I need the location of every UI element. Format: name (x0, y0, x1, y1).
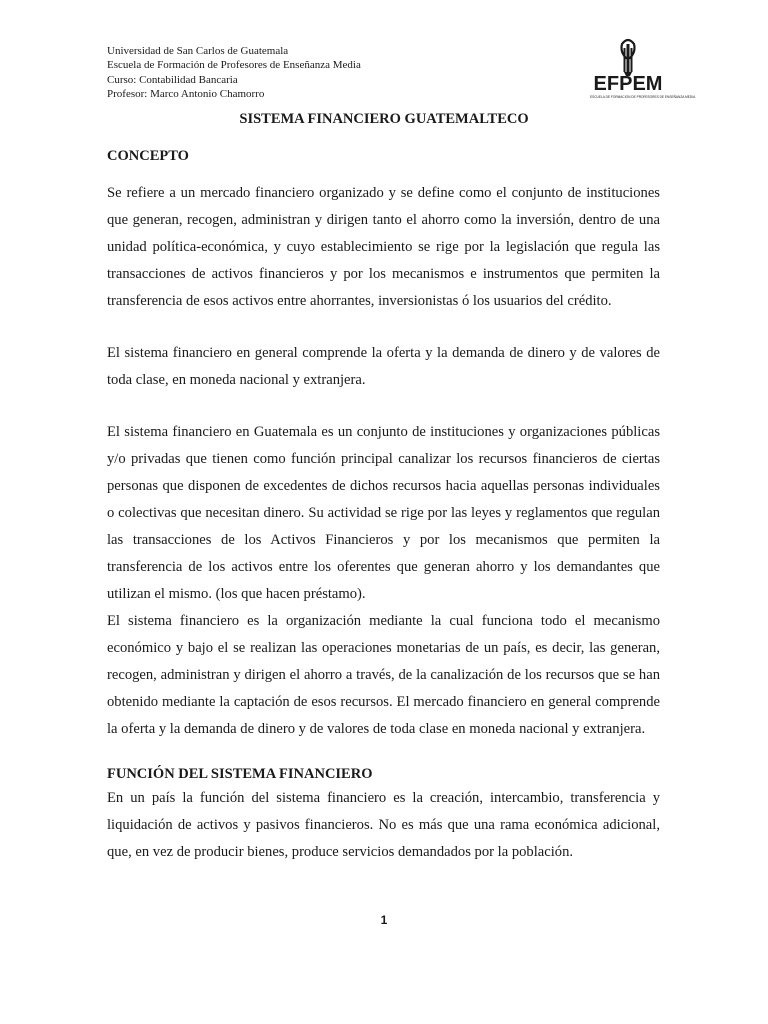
efpem-logo (588, 38, 696, 102)
page-number: 1 (380, 913, 388, 927)
torch-icon (588, 38, 668, 78)
document-title: SISTEMA FINANCIERO GUATEMALTECO (239, 111, 529, 127)
paragraph: El sistema financiero en Guatemala es un conjunto de instituciones y organizaciones públicas y/o privadas que tienen como función principal canalizar los recursos financieros de ciertas personas que disponen de excedentes de dichos recursos hacia aquellas personas individuales o colectivas que necesitan dinero. Su actividad se rige por las leyes y reglamentos que regulan las transacciones de los Activos Financieros y por los mecanismos que permiten la transferencia de los activos entre los oferentes que generan ahorro y los demandantes que utilizan el mismo. (los que hacen préstamo). (107, 424, 660, 602)
paragraph: Se refiere a un mercado financiero organizado y se define como el conjunto de instituciones que generan, recogen, administran y dirigen tanto el ahorro como la inversión, dentro de una unidad política-económica, y cuyo establecimiento se rige por la legislación que regula las transacciones de activos financieros y por los mecanismos e instrumentos que permiten la transferencia de esos activos entre ahorrantes, inversionistas ó los usuarios del crédito. (107, 185, 660, 309)
logo-subtext: ESCUELA DE FORMACION DE PROFESORES DE ENSEÑANZA MEDIA (590, 95, 696, 99)
document-header (107, 44, 361, 101)
paragraph: En un país la función del sistema financiero es la creación, intercambio, transferencia y liquidación de activos y pasivos financieros. No es más que una rama económica adicional, que, en vez de producir bienes, produce servicios demandados por la población. (107, 790, 660, 860)
paragraph: El sistema financiero en general comprende la oferta y la demanda de dinero y de valores de toda clase, en moneda nacional y extranjera. (107, 345, 660, 388)
logo-text: EFPEM (593, 73, 663, 95)
paragraph: El sistema financiero es la organización mediante la cual funciona todo el mecanismo económico y bajo el se realizan las operaciones monetarias de un país, es decir, las generan, recogen, administran y dirigen el ahorro a través, de la canalización de los recursos que se han obtenido mediante la captación de esos recursos. El mercado financiero en general comprende la oferta y la demanda de dinero y de valores de toda clase en moneda nacional y extranjera. (107, 613, 660, 737)
header-professor: Profesor: Marco Antonio Chamorro (107, 87, 265, 100)
header-school: Escuela de Formación de Profesores de Enseñanza Media (107, 59, 361, 72)
section-heading-funcion: FUNCIÓN DEL SISTEMA FINANCIERO (107, 766, 373, 782)
header-university: Universidad de San Carlos de Guatemala (107, 45, 289, 57)
document-body (107, 145, 660, 866)
header-course: Curso: Contabilidad Bancaria (107, 73, 238, 86)
section-heading-concepto: CONCEPTO (107, 148, 189, 164)
